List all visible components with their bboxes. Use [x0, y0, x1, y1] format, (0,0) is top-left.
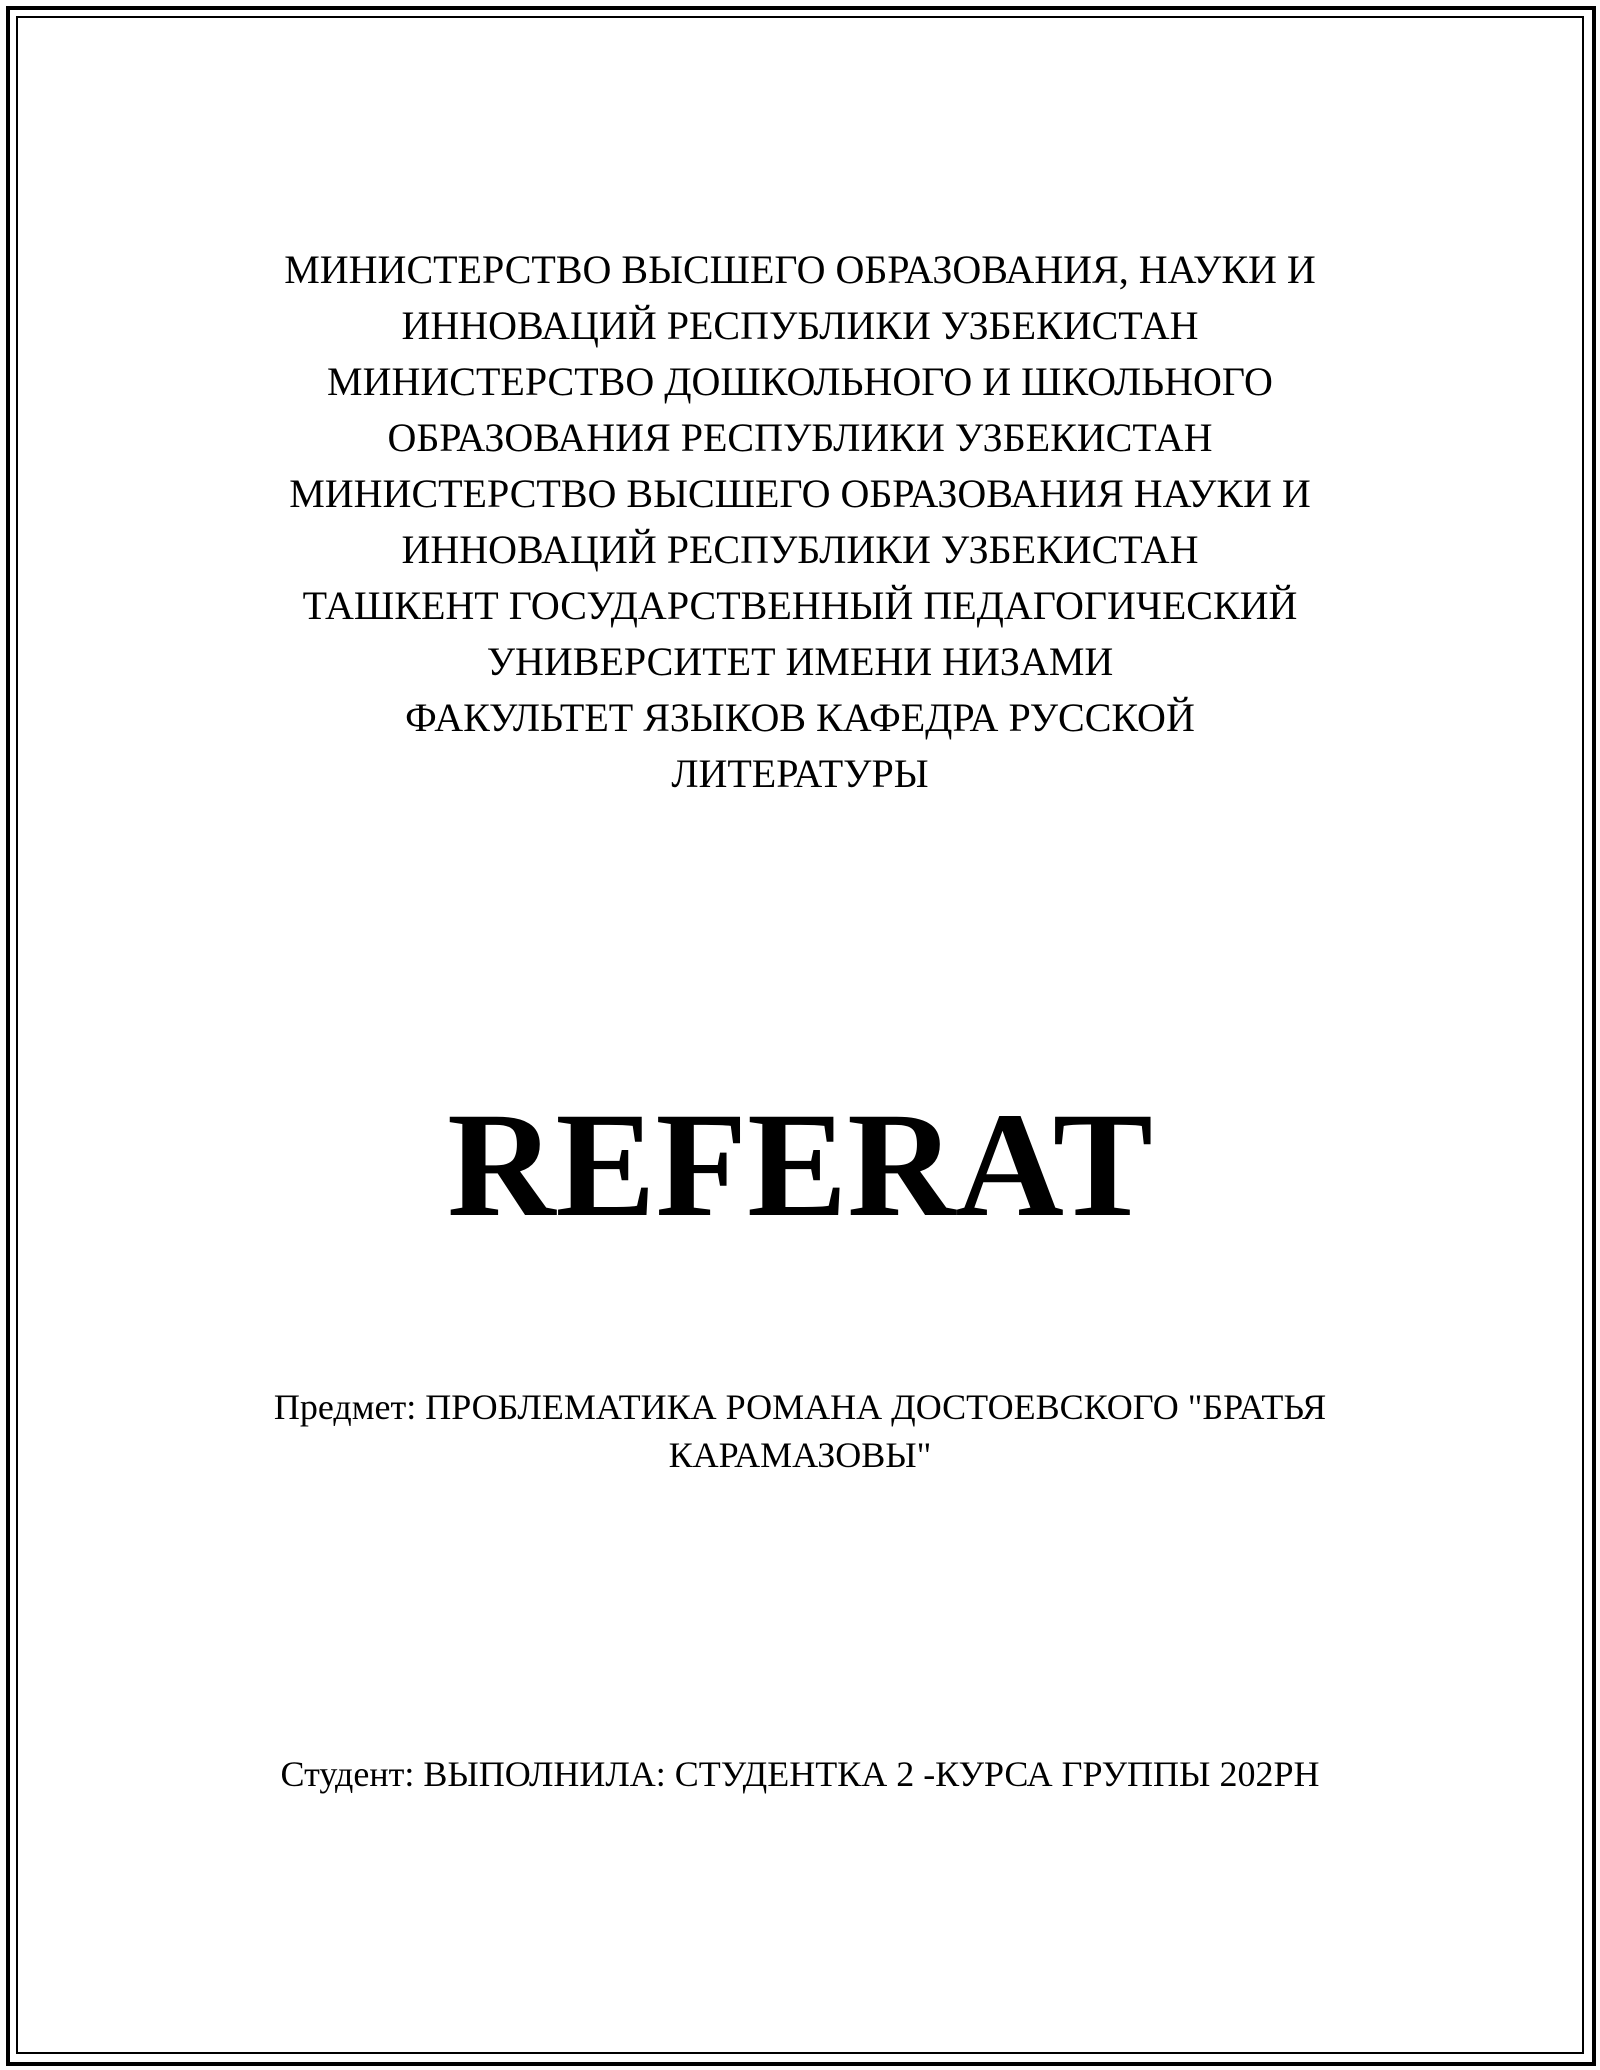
header-line: МИНИСТЕРСТВО ВЫСШЕГО ОБРАЗОВАНИЯ, НАУКИ И [284, 247, 1316, 292]
header-line: ЛИТЕРАТУРЫ [671, 751, 929, 796]
header-line: ИННОВАЦИЙ РЕСПУБЛИКИ УЗБЕКИСТАН [401, 527, 1199, 572]
student-line: Студент: ВЫПОЛНИЛА: СТУДЕНТКА 2 -КУРСА ГРУППЫ 202PH [280, 1754, 1320, 1794]
subject-line: Предмет: ПРОБЛЕМАТИКА РОМАНА ДОСТОЕВСКОГО "БРАТЬЯ [273, 1387, 1327, 1427]
header-line: ТАШКЕНТ ГОСУДАРСТВЕННЫЙ ПЕДАГОГИЧЕСКИЙ [302, 583, 1298, 628]
subject-line: КАРАМАЗОВЫ" [668, 1435, 932, 1475]
header-line: ФАКУЛЬТЕТ ЯЗЫКОВ КАФЕДРА РУССКОЙ [405, 695, 1195, 740]
header-line: ИННОВАЦИЙ РЕСПУБЛИКИ УЗБЕКИСТАН [401, 303, 1199, 348]
header-line: МИНИСТЕРСТВО ДОШКОЛЬНОГО И ШКОЛЬНОГО [327, 359, 1273, 404]
header-line: МИНИСТЕРСТВО ВЫСШЕГО ОБРАЗОВАНИЯ НАУКИ И [289, 471, 1311, 516]
institution-header [200, 242, 1400, 802]
header-line: ОБРАЗОВАНИЯ РЕСПУБЛИКИ УЗБЕКИСТАН [387, 415, 1213, 460]
header-line: УНИВЕРСИТЕТ ИМЕНИ НИЗАМИ [486, 639, 1114, 684]
document-title: REFERAT [447, 1082, 1153, 1248]
subject-block [200, 1383, 1400, 1479]
